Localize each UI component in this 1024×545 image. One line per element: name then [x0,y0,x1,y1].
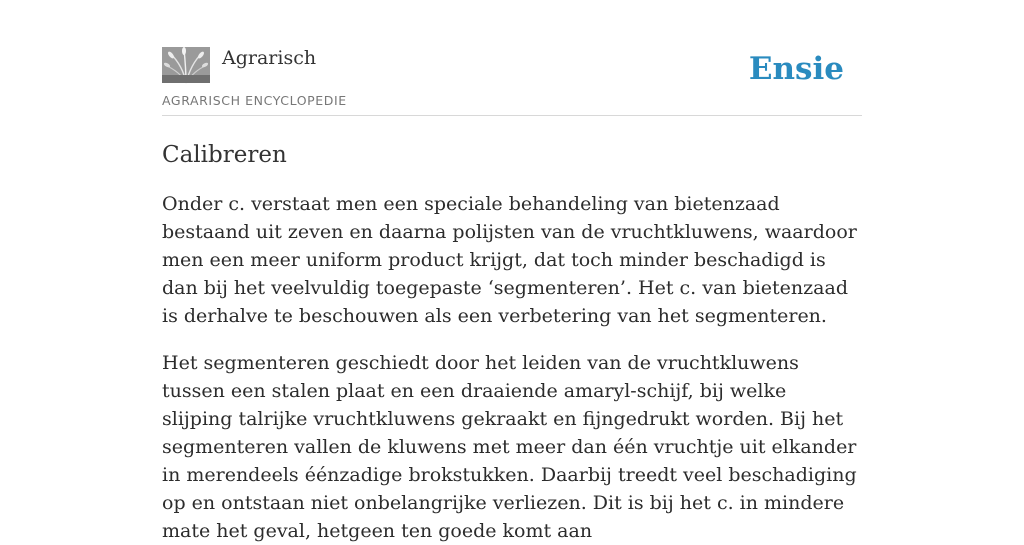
page-container [162,0,862,542]
brand-logo[interactable]: Ensie [748,51,844,87]
article-paragraph-2: Het segmenteren geschiedt door het leiden van de vruchtkluwens tussen een stalen plaat en een draaiende amaryl-schijf, bij welke slijping talrijke vruchtkluwens gekraakt en fijngedrukt worden. Bij het segmenteren vallen de kluwens met meer dan één vruchtje uit elkander in merendeels éénzadige brokstukken. Daarbij treedt veel beschadiging op en ontstaan niet onbelangrijke verliezen. Dit is bij het c. in mindere mate het geval, hetgeen ten goede komt aan [162,352,857,542]
article-title: Calibreren [162,142,287,168]
source-subtitle: AGRARISCH ENCYCLOPEDIE [162,93,347,108]
source-name[interactable]: Agrarisch [222,47,317,69]
header [162,0,862,116]
article-paragraph-1: Onder c. verstaat men een speciale behandeling van bietenzaad bestaand uit zeven en daarna polijsten van de vruchtkluwens, waardoor men een meer uniform product krijgt, dat toch minder beschadigd is dan bij het veelvuldig toegepaste ‘segmenteren’. Het c. van bietenzaad is derhalve te beschouwen als een verbetering van het segmenteren. [162,193,857,327]
wheat-field-icon [162,47,210,83]
source-avatar[interactable] [162,47,210,83]
